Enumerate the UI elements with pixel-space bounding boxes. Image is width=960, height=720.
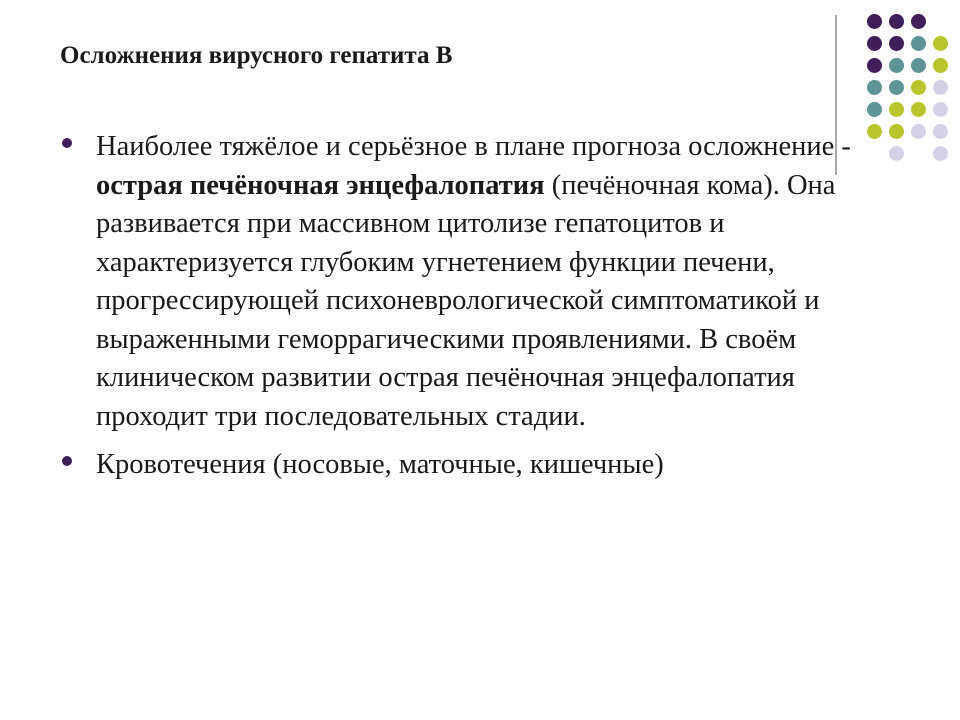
bullet-item bbox=[62, 128, 862, 436]
decorative-dot-purple bbox=[867, 58, 882, 73]
decorative-dot-purple bbox=[867, 36, 882, 51]
decorative-dot-lavender bbox=[933, 102, 948, 117]
decorative-dot-lavender bbox=[933, 146, 948, 161]
decorative-dot-teal bbox=[867, 102, 882, 117]
slide-title: Осложнения вирусного гепатита В bbox=[60, 42, 453, 69]
decorative-dot-lime bbox=[889, 124, 904, 139]
bullet-text-after: (печёночная кома). Она развивается при массивном цитолизе гепатоцитов и характеризуется глубоким угнетением функции печени, прогрессирующей психоневрологической симптоматикой и выраженными геморрагическими проявлениями. В своём клиническом развитии острая печёночная энцефалопатия проходит три последовательных стадии. bbox=[96, 169, 836, 432]
decorative-dot-teal bbox=[889, 80, 904, 95]
decorative-dot-lime bbox=[911, 102, 926, 117]
decorative-dot-teal bbox=[911, 36, 926, 51]
decorative-dot-teal bbox=[911, 58, 926, 73]
decorative-dot-teal bbox=[889, 58, 904, 73]
decorative-dot-lavender bbox=[889, 146, 904, 161]
decorative-dot-teal bbox=[867, 80, 882, 95]
decorative-dot-purple bbox=[867, 14, 882, 29]
bullet-list bbox=[62, 128, 862, 495]
decorative-dot-lime bbox=[911, 80, 926, 95]
decorative-dot-lime bbox=[889, 102, 904, 117]
bullet-dot-icon bbox=[62, 138, 72, 148]
bullet-text-before: Наиболее тяжёлое и серьёзное в плане прогноза осложнение - bbox=[96, 131, 851, 162]
bullet-text-bold: острая печёночная энцефалопатия bbox=[96, 169, 545, 201]
decorative-dot-lime bbox=[933, 36, 948, 51]
bullet-dot-icon bbox=[62, 456, 72, 466]
decorative-dot-lavender bbox=[933, 124, 948, 139]
decorative-dot-lime bbox=[933, 58, 948, 73]
decorative-dot-lavender bbox=[911, 124, 926, 139]
decorative-dot-purple bbox=[911, 14, 926, 29]
bullet-text: Кровотечения (носовые, маточные, кишечные) bbox=[96, 449, 664, 480]
decorative-dot-lavender bbox=[933, 80, 948, 95]
decorative-dot-purple bbox=[889, 14, 904, 29]
decorative-dot-purple bbox=[889, 36, 904, 51]
bullet-item bbox=[62, 446, 862, 485]
decorative-dot-lime bbox=[867, 124, 882, 139]
